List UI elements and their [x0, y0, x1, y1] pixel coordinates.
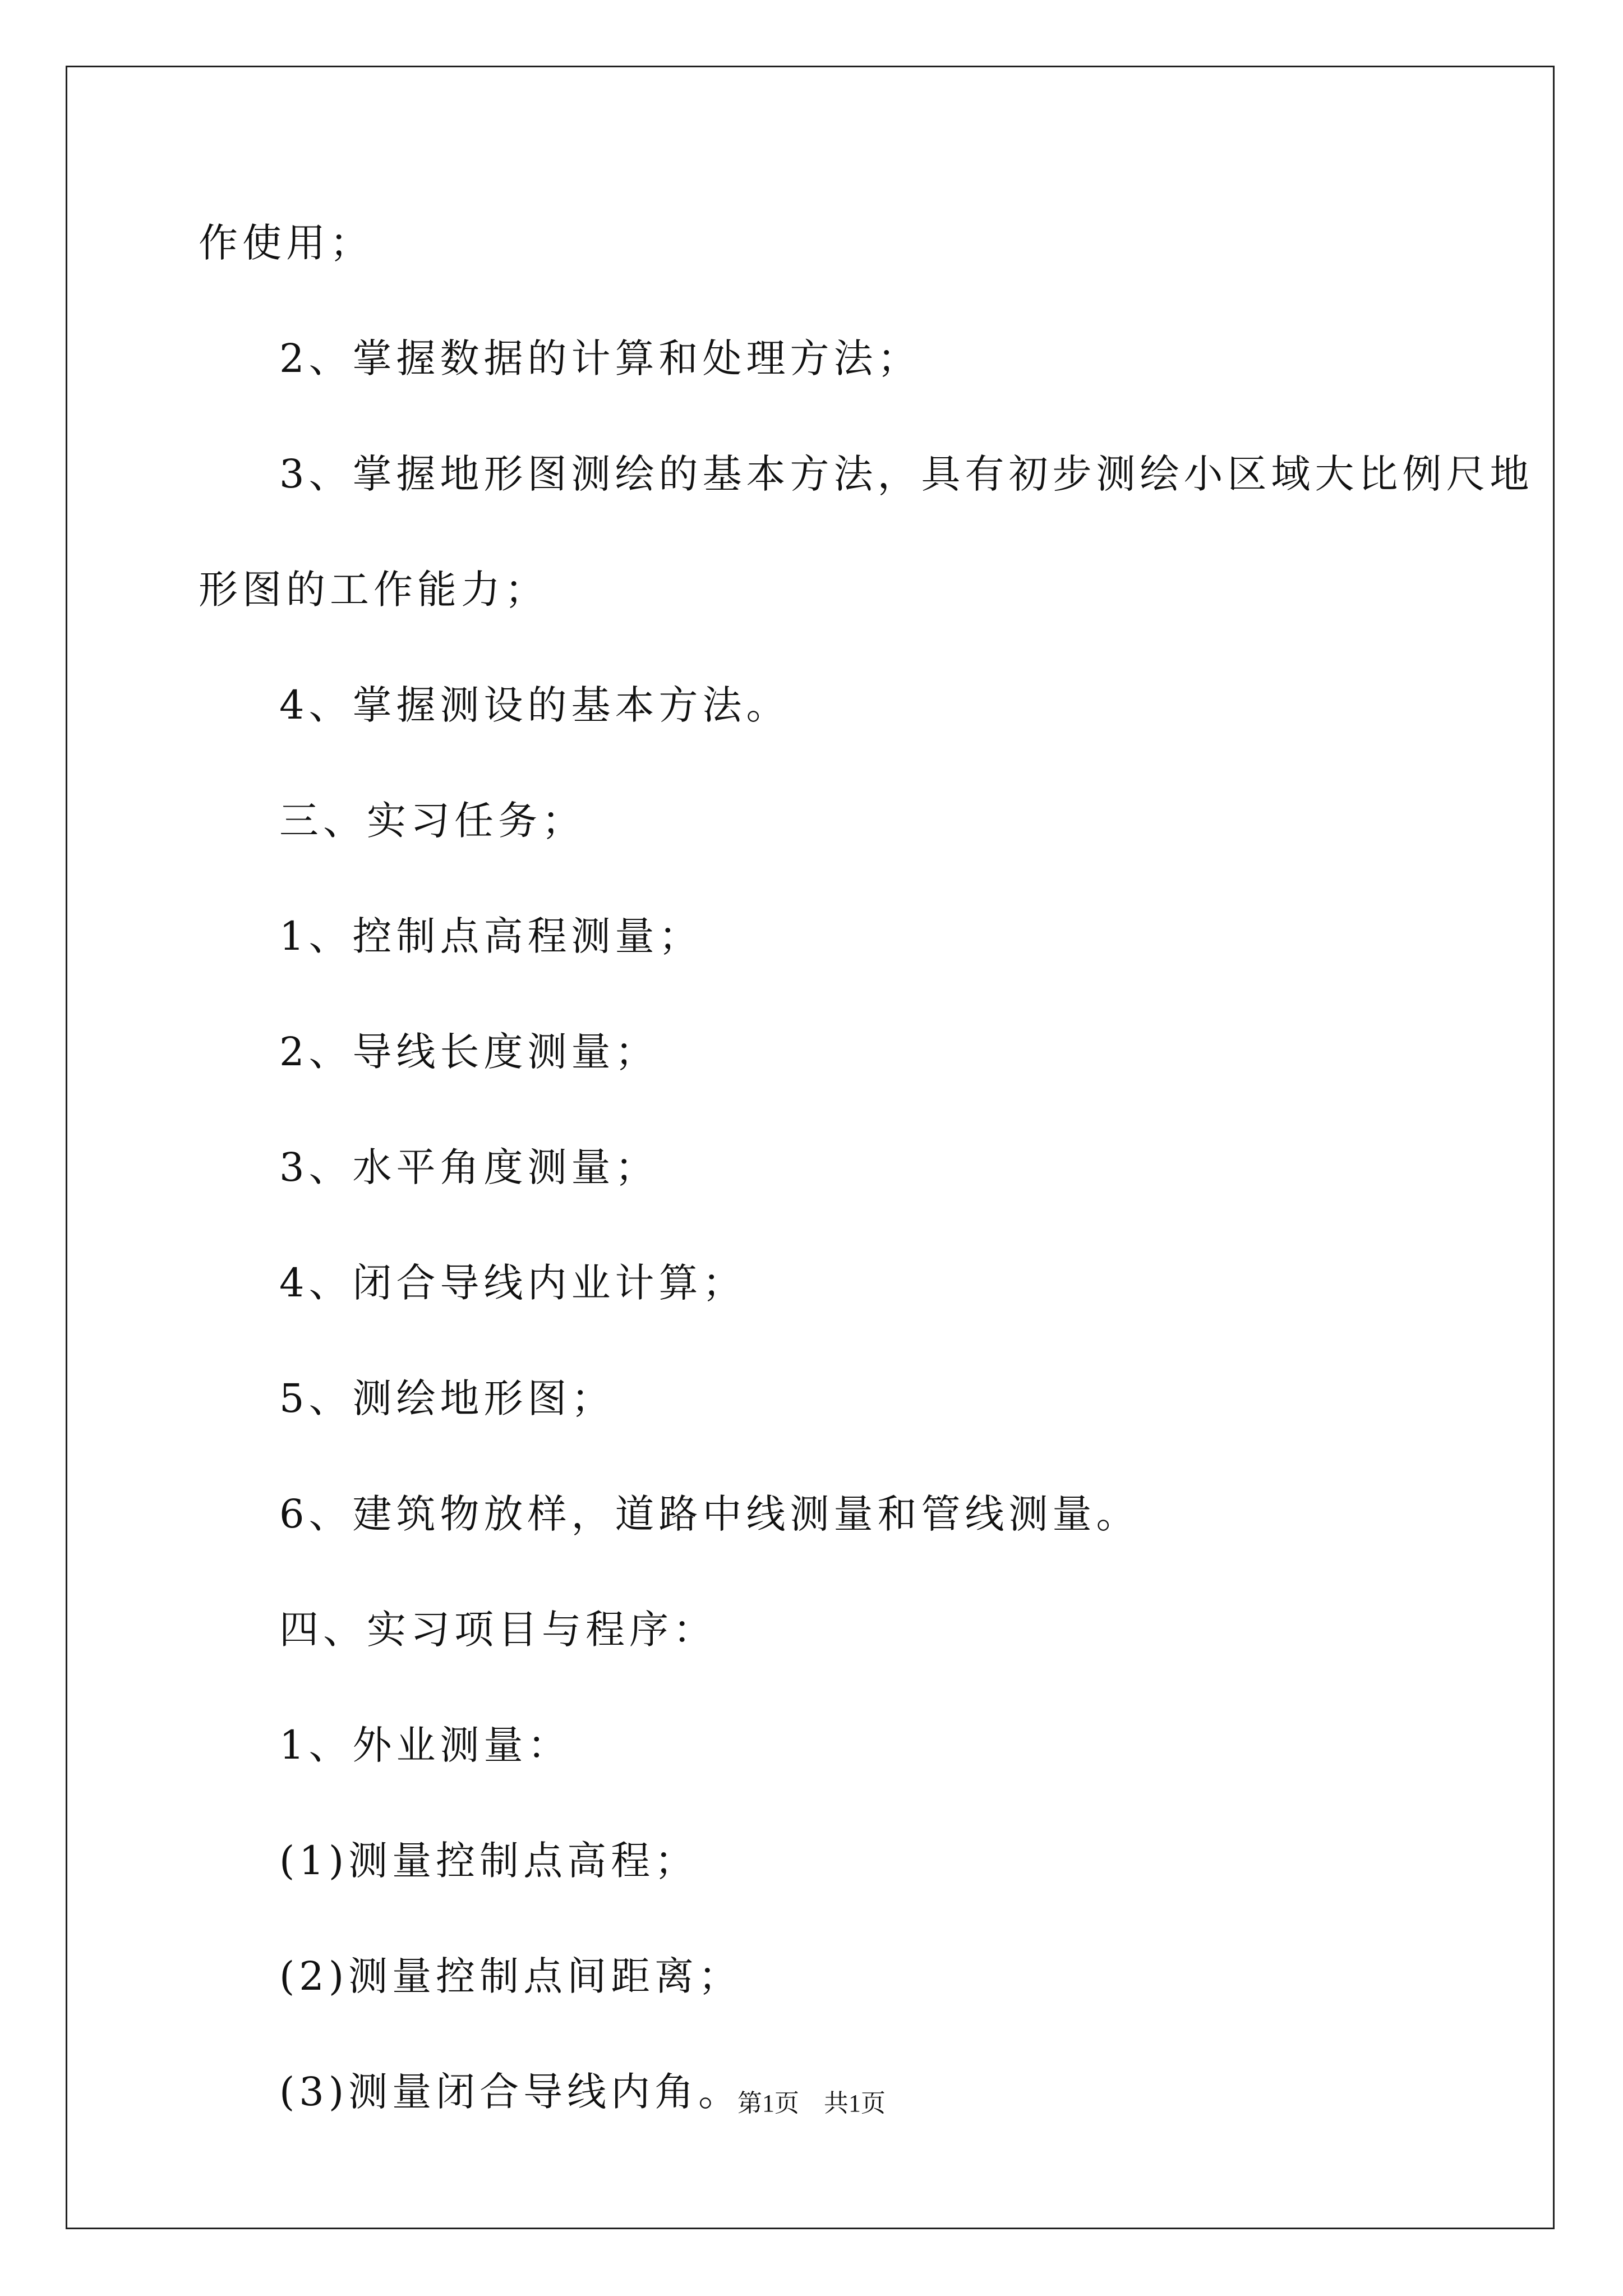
text-line: 2、掌握数据的计算和处理方法； [279, 335, 921, 381]
document-body [199, 220, 1534, 2188]
page-footer: 第1页 共1页 [737, 2090, 886, 2117]
section-heading: 四、实习项目与程序： [279, 1607, 717, 1653]
list-item: 6、建筑物放样，道路中线测量和管线测量。 [279, 1491, 1140, 1537]
text-line: 形图的工作能力； [199, 567, 548, 613]
list-item: 1、控制点高程测量； [279, 913, 703, 959]
list-item: 2、导线长度测量； [279, 1029, 659, 1075]
sub-list-item: (3)测量闭合导线内角。 [279, 2069, 743, 2115]
list-item: 3、水平角度测量； [279, 1144, 659, 1190]
text-line: 4、掌握测设的基本方法。 [279, 682, 790, 728]
section-heading: 三、实习任务； [279, 798, 585, 844]
text-line: 作使用； [199, 220, 374, 266]
list-item: 4、闭合导线内业计算； [279, 1260, 746, 1306]
text-line: 3、掌握地形图测绘的基本方法，具有初步测绘小区域大比例尺地 [279, 451, 1534, 497]
list-item: 1、外业测量： [279, 1722, 571, 1768]
sub-list-item: (1)测量控制点高程； [279, 1838, 699, 1884]
sub-list-item: (2)测量控制点间距离； [279, 1953, 743, 1999]
list-item: 5、测绘地形图； [279, 1375, 615, 1421]
